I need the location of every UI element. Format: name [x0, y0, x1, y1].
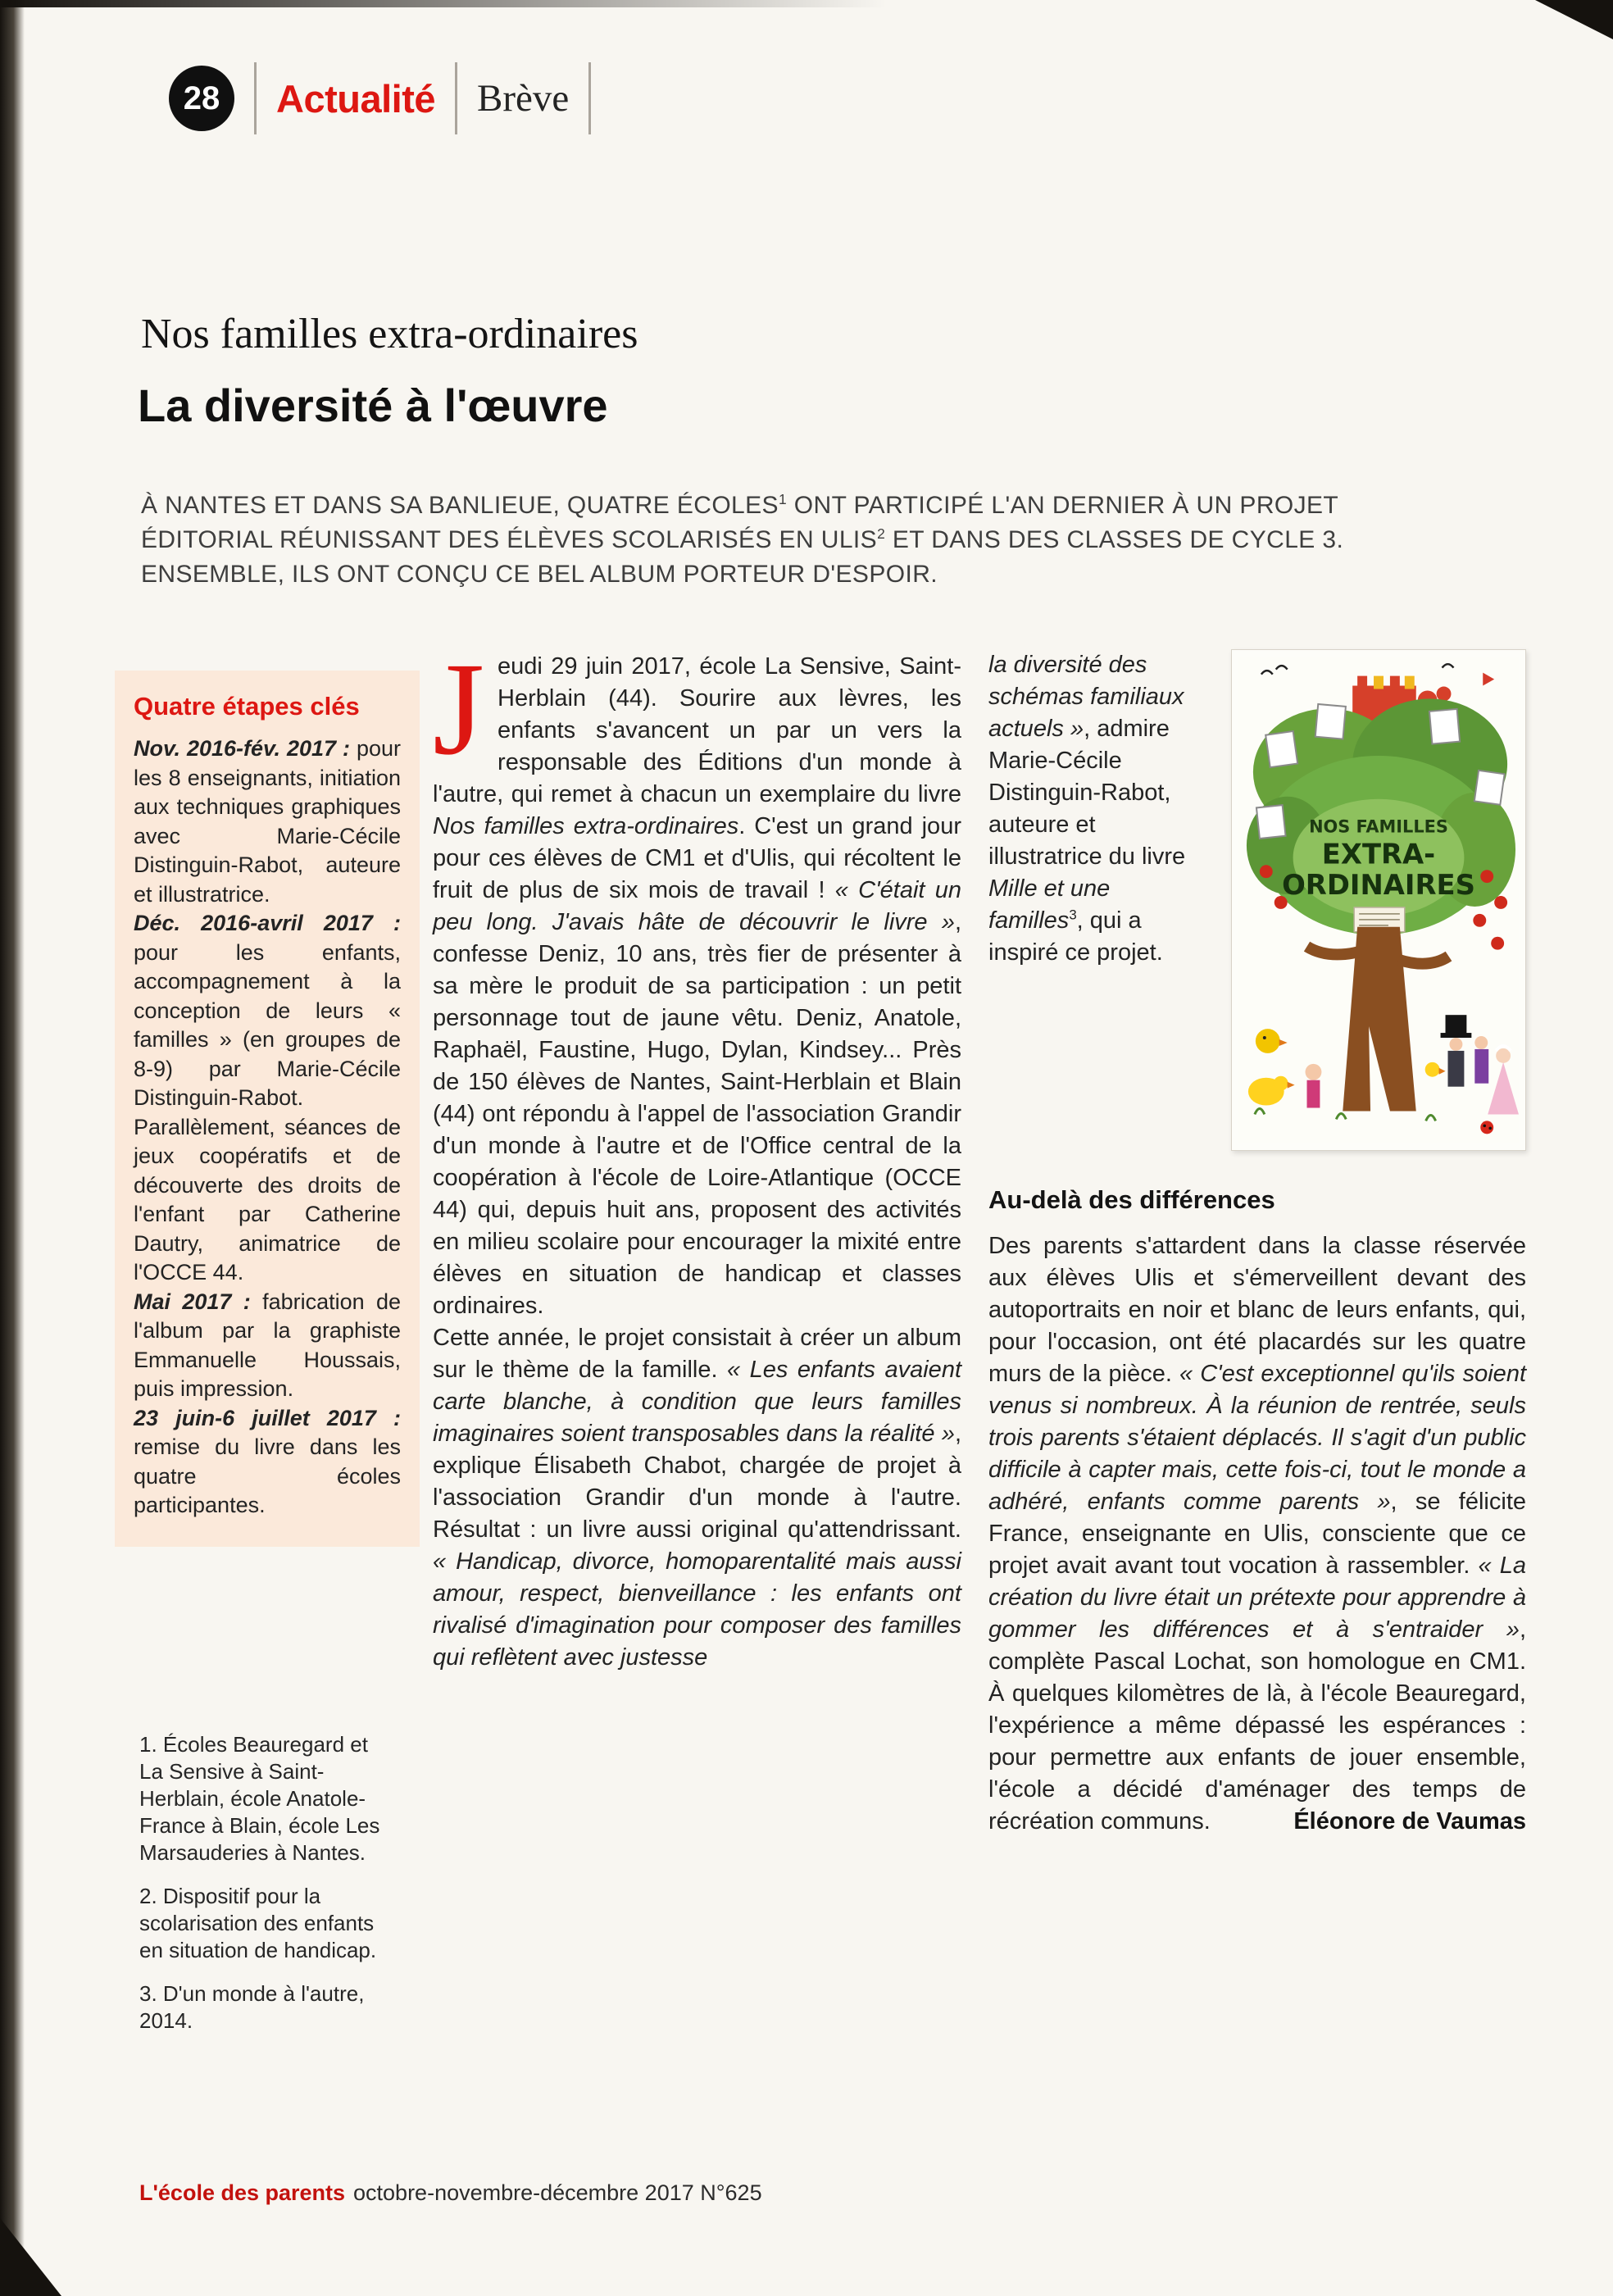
scan-corner-bottom-left — [0, 2218, 61, 2296]
byline: Éléonore de Vaumas — [1293, 1808, 1526, 1835]
paragraph-text: eudi 29 juin 2017, école La Sensive, Saint-Herblain (44). Sourire aux lèvres, les enfants s'avancent un par un vers la responsable des Éditions d'un monde à l'autre, qui remet à chacun un exemplaire du livre Nos familles extra-ordinaires. C'est un grand jour pour ces élèves de CM1 et d'Ulis, qui récoltent le fruit de plus de six mois de travail ! « C'était un peu long. J'avais hâte de découvrir le livre », confesse Deniz, 10 ans, très fier de présenter à sa mère le produit de sa participation : un petit personnage tout de jaune vêtu. Deniz, Anatole, Raphaël, Faustine, Hugo, Dylan, Kindsey... Près de 150 élèves de Nantes, Saint-Herblain et Blain (44) ont répondu à l'appel de l'association Grandir d'un monde à l'autre et de l'Office central de la coopération à l'école de Loire-Atlantique (OCCE 44) qui, depuis huit ans, proposent des activités en milieu scolaire pour encourager la mixité entre élèves en situation de handicap et classes ordinaires. — [433, 653, 961, 1319]
scan-edge-top — [0, 0, 887, 7]
sidebar-entry: 23 juin-6 juillet 2017 : remise du livre dans les quatre écoles participantes. — [134, 1405, 401, 1517]
header-divider — [455, 62, 457, 134]
sidebar-entry: Déc. 2016-avril 2017 : pour les enfants, accompagnement à la conception de leurs « familles » (en groupes de 8-9) par Marie-Cécile Distinguin-Rabot. Parallèlement, séances de jeux coopératifs et de découverte des droits de l'enfant par Catherine Dautry, animatrice de l'OCCE 44. — [134, 911, 401, 1284]
article-title: La diversité à l'œuvre — [138, 380, 608, 431]
book-title-line3: ORDINAIRES — [1282, 869, 1475, 902]
magazine-title: L'école des parents — [139, 2180, 346, 2205]
paragraph: la diversité des schémas familiaux actuels », admire Marie-Cécile Distinguin-Rabot, auteure et illustratrice du livre Mille et une familles$^3$, qui a inspiré ce projet. — [988, 652, 1186, 966]
sidebar-entry: Mai 2017 : fabrication de l'album par la graphiste Emmanuelle Houssais, puis impression. — [134, 1289, 401, 1401]
footnote: 3. D'un monde à l'autre, 2014. — [139, 1981, 365, 2033]
footnotes-block — [139, 1731, 387, 2051]
rubric-label: Brève — [477, 77, 570, 120]
ladybug-icon — [1480, 1121, 1493, 1134]
article-column-2 — [988, 649, 1526, 1838]
scan-edge-left — [0, 0, 25, 2296]
page-number-badge: 28 — [169, 66, 234, 131]
paragraph — [433, 636, 961, 1322]
article-kicker: Nos familles extra-ordinaires — [141, 311, 638, 357]
article-column-1 — [433, 636, 962, 1674]
top-hat-figure — [1446, 1015, 1467, 1034]
paragraph: Cette année, le projet consistait à créer un album sur le thème de la famille. « Les enfants avaient carte blanche, à condition que leurs familles imaginaires soient transposables dans la réalité », explique Élisabeth Chabot, chargée de projet à l'association Grandir d'un monde à l'autre. Résultat : un livre aussi original qu'attendrissant. « Handicap, divorce, homoparentalité mais aussi amour, respect, bienveillance : les enfants ont rivalisé d'imagination pour composer des familles qui reflètent avec justesse — [433, 1325, 962, 1671]
header-divider — [254, 62, 257, 134]
book-cover-illustration — [1238, 657, 1519, 1143]
purple-figure — [1474, 1036, 1488, 1049]
key-steps-sidebar — [115, 671, 420, 1547]
section-label: Actualité — [276, 76, 435, 120]
book-title-line2: EXTRA- — [1321, 838, 1436, 871]
section-subhead: Au-delà des différences — [988, 1185, 1275, 1214]
issue-info: octobre-novembre-décembre 2017 N°625 — [353, 2180, 762, 2205]
book-title-line1: NOS FAMILLES — [1309, 816, 1448, 837]
standfirst: À NANTES ET DANS SA BANLIEUE, QUATRE ÉCOLES$^1$ ONT PARTICIPÉ L'AN DERNIER À UN PROJET ÉDITORIAL RÉUNISSANT DES ÉLÈVES SCOLARISÉS EN ULIS$^2$ ET DANS DES CLASSES DE CYCLE 3. ENSEMBLE, ILS ONT CONÇU CE BEL ALBUM PORTEUR D'ESPOIR. — [141, 491, 1344, 588]
paragraph: Des parents s'attardent dans la classe réservée aux élèves Ulis et s'émerveillent devant des autoportraits en noir et blanc de leurs enfants, qui, pour l'occasion, ont été placardés sur les quatre murs de la pièce. « C'est exceptionnel qu'ils soient venus si nombreux. À la réunion de rentrée, seuls trois parents s'étaient déplacés. Il s'agit d'un public difficile à capter mais, cette fois-ci, tout le monde a adhéré, enfants comme parents », se félicite France, enseignante en Ulis, consciente que ce projet avait avant tout vocation à rassembler. « La création du livre était un prétexte pour apprendre à gommer les différences et à s'entraider », complète Pascal Lochat, son homologue en CM1. À quelques kilomètres de là, à l'école Beauregard, l'expérience a même dépassé les espérances : pour permettre aux enfants de jouer ensemble, l'école a décidé d'aménager des temps de récréation communs. — [988, 1233, 1526, 1835]
scan-corner-top-right — [1535, 0, 1613, 39]
book-cover-image — [1231, 649, 1526, 1151]
sidebar-entry: Nov. 2016-fév. 2017 : pour les 8 enseignants, initiation aux techniques graphiques avec Marie-Cécile Distinguin-Rabot, auteure et illustratrice. — [134, 736, 402, 907]
footnote: 2. Dispositif pour la scolarisation des enfants en situation de handicap. — [139, 1884, 377, 1962]
column-top-row — [988, 649, 1526, 1151]
page-footer — [139, 2180, 762, 2206]
page-header — [169, 61, 611, 136]
chick-figure — [1256, 1029, 1280, 1053]
footnote: 1. Écoles Beauregard et La Sensive à Saint-Herblain, école Anatole-France à Blain, école Les Marsauderies à Nantes. — [139, 1732, 380, 1865]
duck-figure — [1425, 1062, 1440, 1077]
sidebar-title: Quatre étapes clés — [134, 692, 360, 721]
header-divider — [588, 62, 591, 134]
child-figure — [1306, 1064, 1322, 1080]
dropcap: J — [433, 636, 485, 783]
